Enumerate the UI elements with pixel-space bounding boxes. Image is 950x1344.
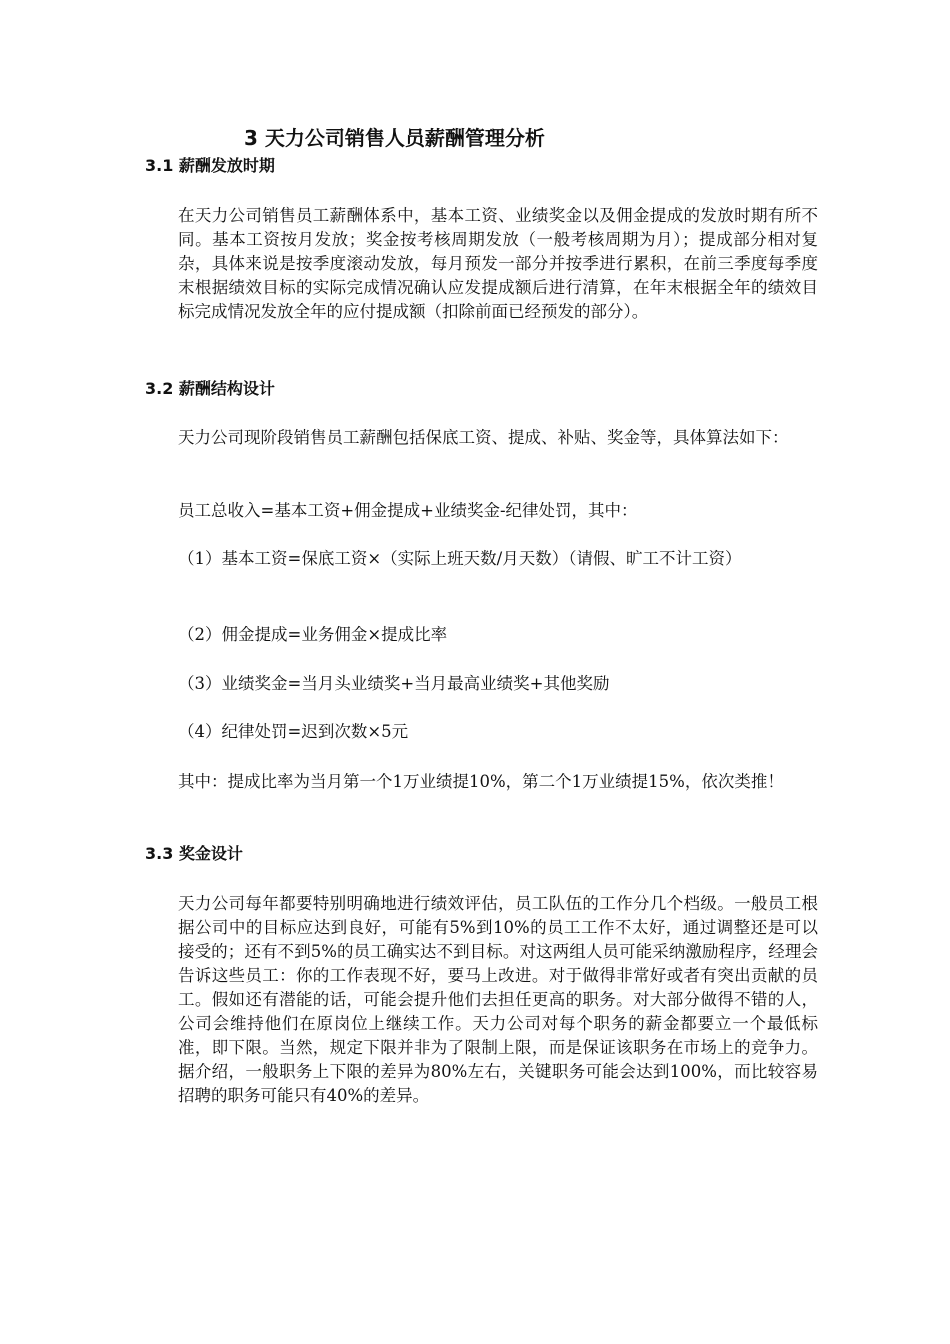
formula-item-4: （4）纪律处罚=迟到次数×5元	[178, 722, 409, 741]
section-3-1-paragraph: 在天力公司销售员工薪酬体系中，基本工资、业绩奖金以及佣金提成的发放时期有所不同。基本工资按月发放；奖金按考核周期发放（一般考核周期为月）；提成部分相对复杂，具体来说是按季度滚动发放，每月预发一部分并按季进行累积，在前三季度每季度末根据绩效目标的实际完成情况确认应发提成额后进行清算，在年末根据全年的绩效目标完成情况发放全年的应付提成额（扣除前面已经预发的部分）。	[178, 206, 818, 321]
formula-item-2: （2）佣金提成=业务佣金×提成比率	[178, 625, 448, 644]
salary-formula: 员工总收入=基本工资+佣金提成+业绩奖金-纪律处罚，其中：	[178, 501, 638, 520]
section-heading-3-1: 3.1 薪酬发放时期	[145, 156, 275, 175]
section-heading-3-2: 3.2 薪酬结构设计	[145, 379, 275, 398]
document-title: 3 天力公司销售人员薪酬管理分析	[244, 126, 545, 150]
formula-item-3: （3）业绩奖金=当月头业绩奖+当月最高业绩奖+其他奖励	[178, 674, 610, 693]
section-heading-3-3: 3.3 奖金设计	[145, 844, 243, 863]
section-3-3-paragraph: 天力公司每年都要特别明确地进行绩效评估，员工队伍的工作分几个档级。一般员工根据公司中的目标应达到良好，可能有5%到10%的员工工作不太好，通过调整还是可以接受的；还有不到5%的员工确实达不到目标。对这两组人员可能采纳激励程序，经理会告诉这些员工：你的工作表现不好，要马上改进。对于做得非常好或者有突出贡献的员工。假如还有潜能的话，可能会提升他们去担任更高的职务。对大部分做得不错的人，公司会维持他们在原岗位上继续工作。天力公司对每个职务的薪金都要立一个最低标准，即下限。当然，规定下限并非为了限制上限，而是保证该职务在市场上的竞争力。据介绍，一般职务上下限的差异为80%左右，关键职务可能会达到100%，而比较容易招聘的职务可能只有40%的差异。	[178, 894, 818, 1105]
commission-rate-note: 其中：提成比率为当月第一个1万业绩提10%，第二个1万业绩提15%，依次类推！	[178, 772, 784, 791]
section-3-2-intro: 天力公司现阶段销售员工薪酬包括保底工资、提成、补贴、奖金等，具体算法如下：	[178, 428, 789, 447]
formula-item-1: （1）基本工资=保底工资×（实际上班天数/月天数）（请假、旷工不计工资）	[178, 549, 742, 568]
